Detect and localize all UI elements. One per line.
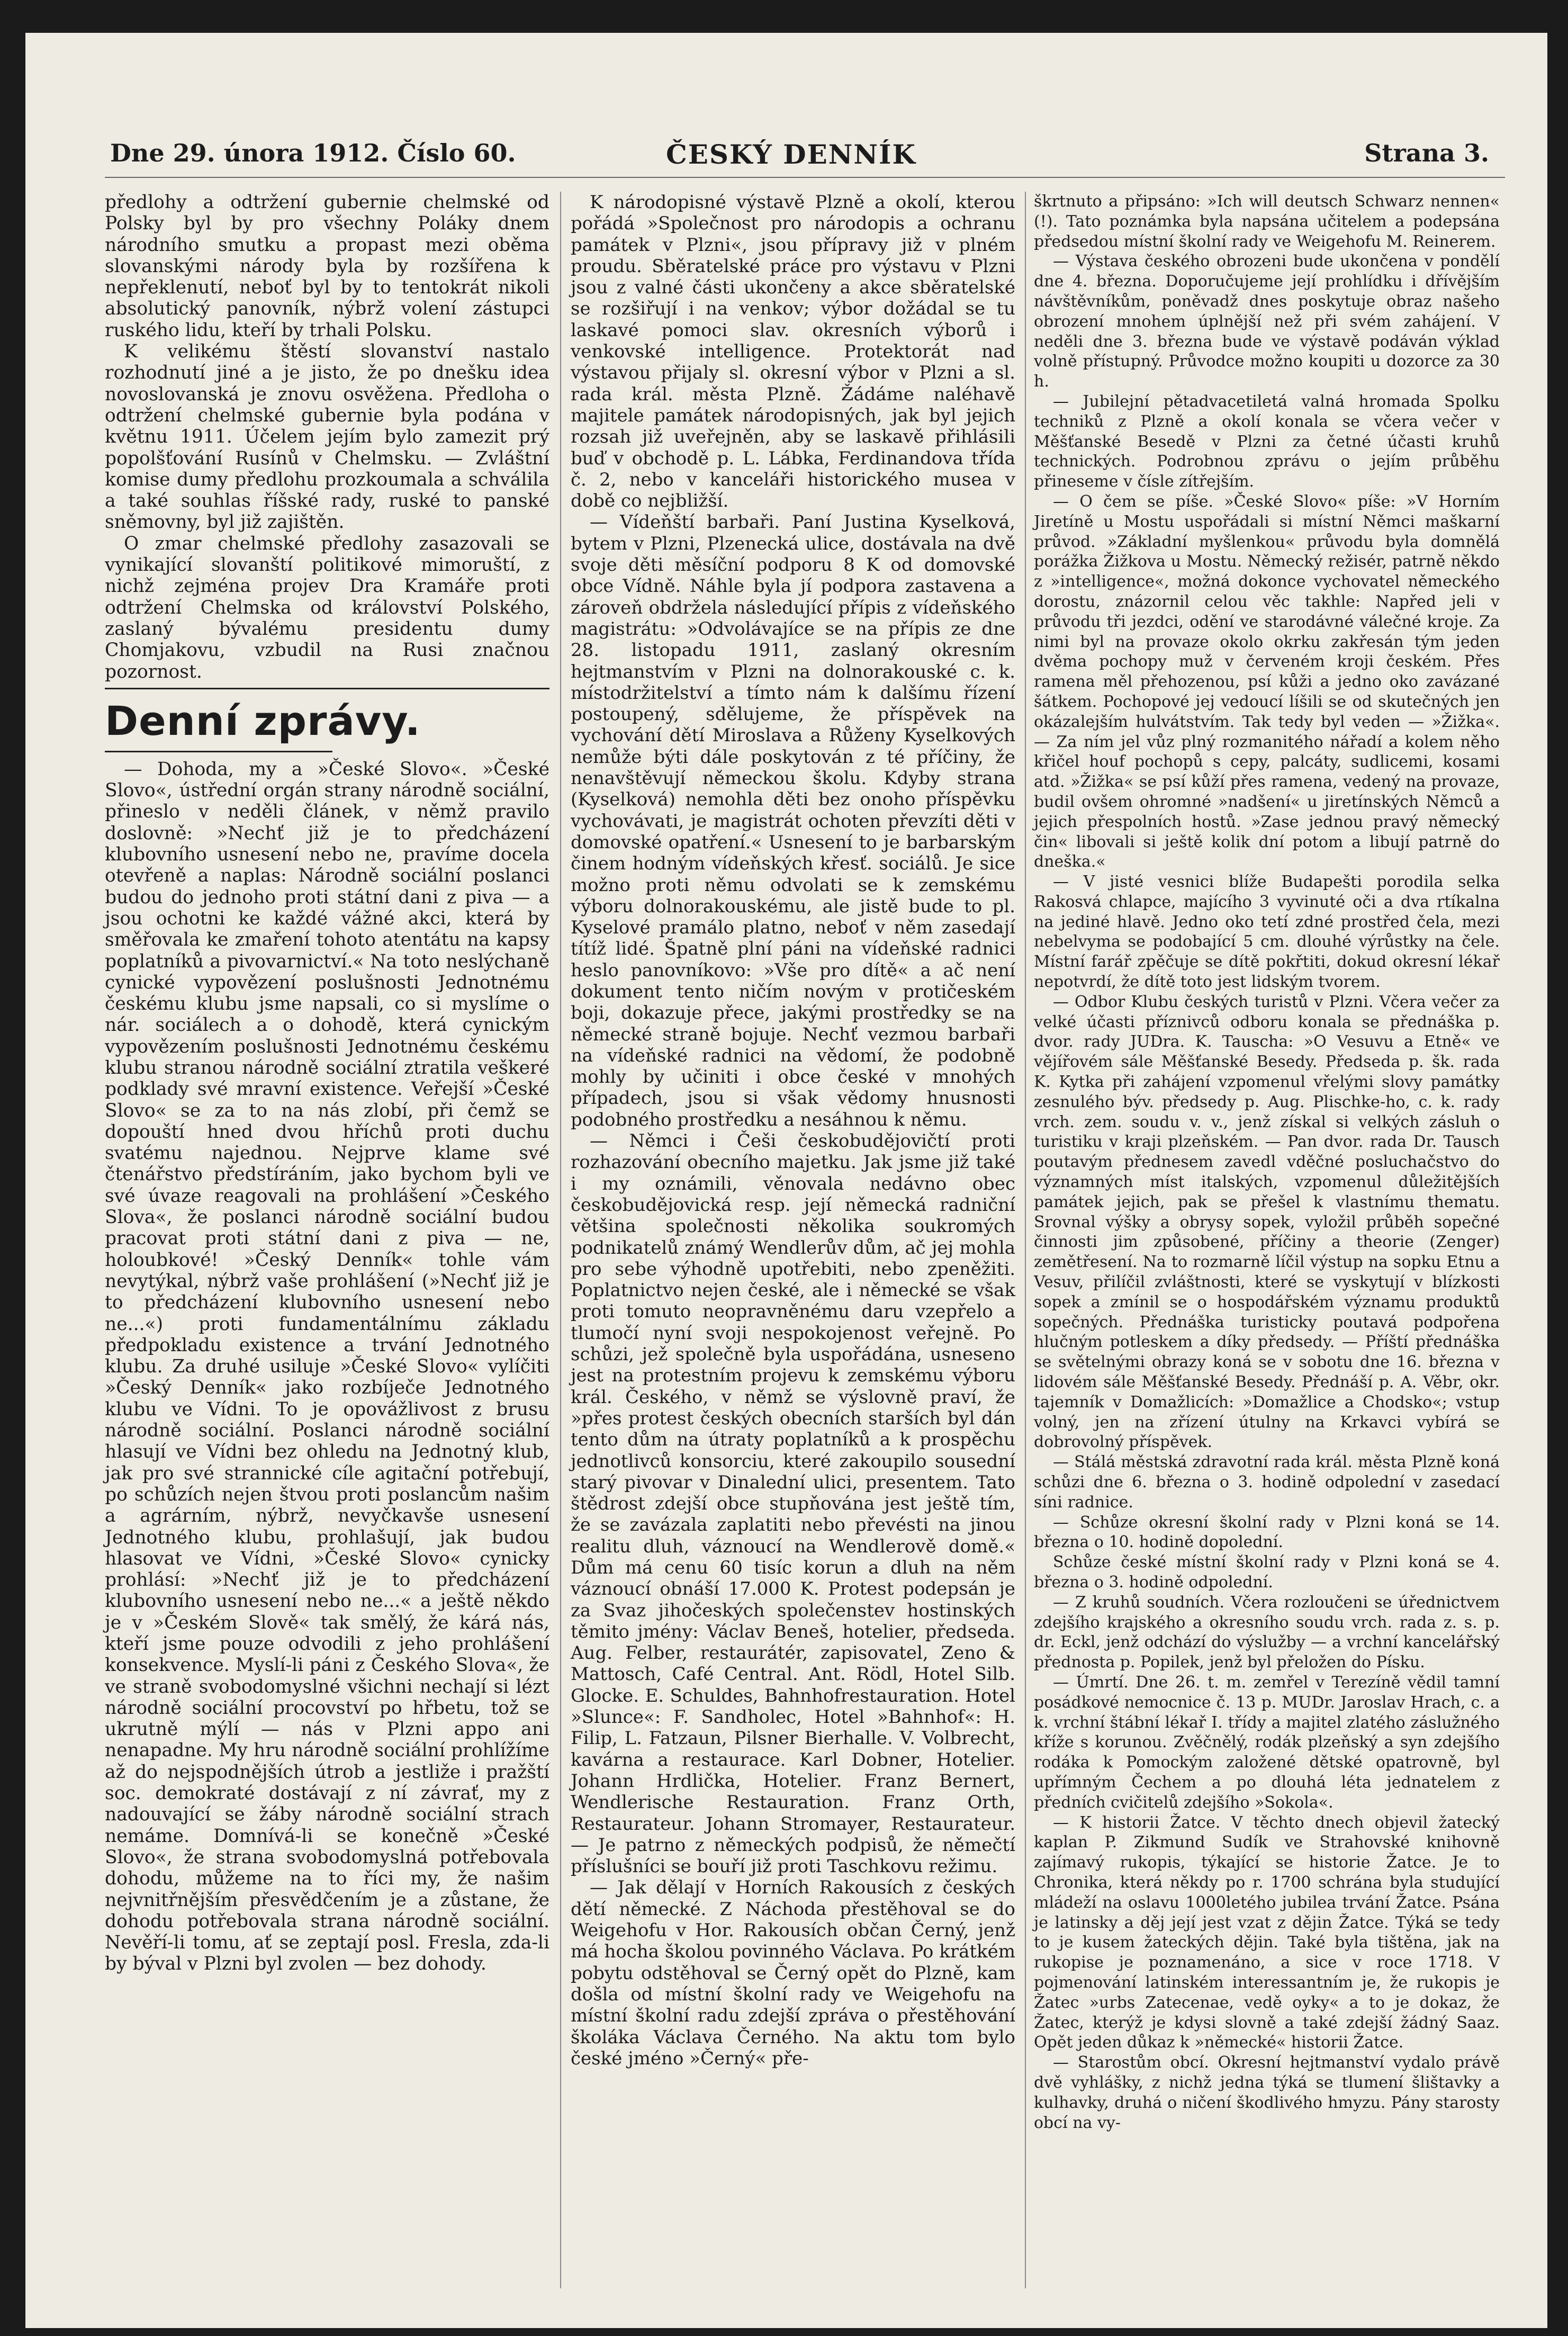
article-paragraph: K velikému štěstí slovanství nastalo rozhodnutí jiné a je jisto, že po dnešku idea novoslovanská je znovu osvěžena. Předloha o odtržení chelmské gubernie byla podána v květnu 1911. Účelem jejím bylo zamezit prý popolšťování Rusínů v Chelmsku. — Zvláštní komise dumy předlohu prozkoumala a schválila a také souhlas říšské rady, ruské to panské sněmovny, byl již zajištěn. [105,341,549,533]
news-item-historie-zatce: — K historii Žatce. V těchto dnech objevil žatecký kaplan P. Zikmund Sudík ve Strahovské knihovně zajímavý rukopis, týkající se historie Žatce. Je to Chronika, která někdy po r. 1700 schrána byla studující mládeží na oslavu 1000letého jubilea trvání Žatce. Psána je latinsky a děj její jest vzat z dějin Žatce. Týká se tedy to je kusem žateckých dějin. Také byla tištěna, jak na rukopise je poznamenáno, a sice v roce 1718. V pojmenování latinském interessantním je, že rukopis je Žatec »urbs Zatecenae, vedě oyky« a to je dokaz, že Žatec, kterýž je kdysi slovně a také zdejší žádný Saaz. Opět jeden důkaz k »německé« historii Žatce. [1034,1813,1500,2052]
newspaper-page [25,33,1547,2328]
section-title: Denní zprávy. [105,697,421,744]
newspaper-title: ČESKÝ DENNÍK [666,139,916,170]
column-1 [105,192,549,1975]
news-item-videnști-barbari: — Vídeňští barbaři. Paní Justina Kyselková, bytem v Plzni, Plzenecká ulice, dostávala na dvě svoje děti měsíční podporu 8 K od domovské obce Vídně. Náhle byla jí podpora zastavena a zároveň obdržela následující přípis z vídeňského magistrátu: »Odvolávajíce se na přípis ze dne 28. listopadu 1911, zaslaný okresním hejtmanstvím v Plzni na dolnorakouské c. k. místodržitelství a tímto nám k dalšímu řízení postoupený, sdělujeme, že příspěvek na vychování dětí Miroslava a Růženy Kyselkových nemůže býti dále poskytován z té příčiny, že nenavštěvují německou školu. Kdyby stranа (Kyselková) nemohla děti bez onoho příspěvku vychovávati, je magistrát ochoten převzíti děti v domovské opatření.« Usnesení to je barbarským činem hodným vídeňských křesť. sociálů. Je sice možno proti němu odvolati se k zemskému výboru dolnorakouskému, ale jistě bude to pl. Kyselové pramálo platno, neboť v něm zasedají títíž lidé. Špatně plní páni na vídeňské radnici heslo panovníkovo: »Vše pro dítě« a ač není dokument tento ničím novým v protičeském boji, dokazuje přece, jakými prostředky se na německé straně bojuje. Nechť vezmou barbaři na vídeňské radnici na vědomí, že podobně mohly by učiniti i obce české v mnohých případech, jsou si však vědomy hnusnosti podobného prostředku a nesáhnou k němu. [571,511,1015,1130]
news-item-dohoda: — Dohoda, my a »České Slovo«. »České Slovo«, ústřední orgán strany národně sociální, přineslo v neděli článek, v němž pravilo doslovně: »Nechť již je to předcházení klubovního usnesení nebo ne, pravíme docela otevřeně a naplas: Národně sociální poslanci budou do jednoho proti státní dani z piva — a jsou ochotni ke každé vážné akci, která by směřovala ke zmaření tohoto atentátu na kapsy poplatníků a pivovarnictví.« Na toto neslýchaně cynické vypovězení poslušnosti Jednotnému českému klubu jsme napsali, co si myslíme o nár. sociálech a o dohodě, která cynickým vypovězením poslušnosti Jednotnému českému klubu stranou národně sociální ztratila veškeré podklady své mravní existence. Veřejší »České Slovo« se za to na nás zlobí, při čemž se dopouští hned dvou hříchů proti duchu svatému najednou. Nejprve klame své čtenářstvo předstíráním, jako bychom byli ve své úvaze reagovali na prohlášení »Českého Slova«, že poslanci národně sociální budou pracovat proti státní dani z piva — ne, holoubkové! »Český Denník« tohle vám nevytýkal, nýbrž vaše prohlášení (»Nechť již je to předcházení klubovního usnesení nebo ne...«) proti fundamentálnímu základu předpokladu existence a trvání Jednotného klubu. Za druhé usiluje »České Slovo« vylíčiti »Český Denník« jako rozbíječe Jednotného klubu ve Vídni. To je opovážlivost z brusu národně sociální. Poslanci národně sociální hlasují ve Vídni bez ohledu na Jednotný klub, jak pro své strannické cíle agitační potřebují, po schůzích nejen štvou proti poslancům našim a agrárním, nýbrž, nevyčkavše usnesení Jednotného klubu, prohlašují, jak budou hlasovat ve Vídni, »České Slovo« cynicky prohlásí: »Nechť již je to předcházení klubovního usnesení nebo ne...« a ještě někdo je v »Českém Slově« tak smělý, že kárá nás, kteří jsme pouze odvodili z jeho prohlášení konsekvence. Myslí-li páni z Českého Slova«, že ve straně svobodomyslné všichni nechají si lézt národně sociální procovství po hřbetu, tož se ukrutně mýlí — nás v Plzni appo ani nenapadne. My hru národně sociální prohlížíme až do nejspodnějších útrob a jestliže i pražští soc. demokraté dostávají z ní závrať, my z nadouvající se žáby národně sociální strach nemáme. Domnívá-li se konečně »České Slovo«, že strana svobodomyslná potřebovala dohodu, můžeme na to říci my, že našim nejvnitřnějším přesvědčením je a zůstane, že dohodu potřebovala strana národně sociální. Nevěří-li tomu, ať se zeptají posl. Fresla, zda-li by býval v Plzni byl zvolen — bez dohody. [105,758,549,1975]
news-item-vystava-obrozeni: — Výstava českého obrozeni bude ukončena v pondělí dne 4. března. Doporučujeme její prohlídku i dřívějším návštěvníkům, poněvadž dnes poskytuje obraz našeho obrození mnohem úplnější než při svém zahájení. V neděli dne 3. března bude ve výstavě podáván výklad volně přístupný. Průvodce možno koupiti u dozorce za 30 h. [1034,252,1500,391]
header-rule [105,177,1505,178]
news-item-o-cem-se-pise: — O čem se píše. »České Slovo« píše: »V Horním Jiretíně u Mostu uspořádali si místní Němci maškarní průvod. »Základní myšlenkou« průvodu byla domnělá porážka Žižkova u Mostu. Německý režisér, patrně někdo z »intelligence«, možná dokonce vychovatel německého dorostu, znázornil celou věc takhle: Napřed jeli v průvodu tři jezdci, odění ve starodávné válečné kroje. Za nimi byl na provaze okolo okrku zakřesán tým jeden dvěma pochopy muž v červeném kroji českém. Přes ramena měl přehozenou, psí kůži a jedno oko zavázané šátkem. Pochopové jej vedoucí líšili se od skutečných jen okázalejším hulvátstvím. Tak tedy byl veden — »Žižka«. — Za ním jel vůz plný rozmanitého nářadí a kolem něho křičel houf pochopů s cepy, palcáty, sudlicemi, kosami atd. »Žižka« se psí kůží přes ramena, vedený na provaze, budil ovšem ohromné »nadšení« u jiretínských Němců a jejich přespolních hostů. »Zase jednou pravý německý čin« libovali si ještě kolik dní potom a libují patrně do dneška.« [1034,492,1500,871]
page-number: Strana 3. [1364,139,1489,167]
column-2 [571,192,1015,2069]
issue-date: Dne 29. února 1912. Číslo 60. [110,139,516,167]
news-item-mistni-skolni-rada: Schůze české místní školní rady v Plzni koná se 4. března o 3. hodině odpolední. [1034,1553,1500,1592]
article-paragraph: předlohy a odtržení gubernie chelmské od Polsky byl by pro všechny Poláky dnem národního smutku a propast mezi oběma slovanskými národy byla by rozšířena k nepřeklenutí, neboť byl by to tentokrát nikoli absolutický panovník, nýbrž volení zástupci ruského lidu, kteří by trhali Polsku. [105,192,549,341]
news-item-ceskobudejovicti: — Němci i Češi českobudějovičtí proti rozhazování obecního majetku. Jak jsme již také i my oznámili, věnovala nedávno obec českobudějovická resp. její německá radniční většina společnosti několika soukromých podnikatelů známý Wendlerův dům, ač jej mohla pro sebe výhodně upotřebiti, nebo zpeněžiti. Poplatnictvo nejen české, ale i německé se však proti tomuto neopravněnému daru vzepřelo a tlumočí nyní svoji nespokojenost veřejně. Po schůzi, jež společně byla uspořádána, usneseno jest na protestním projevu k zemskému výboru král. Českého, v němž se výslovně praví, že »přes protest českých obecních starších byl dán tento dům na útraty poplatníků a k prospěchu jednotlivců konsorciu, které zakoupilo sousední starý pivovar v Dinalední ulici, presentem. Tato štědrost zdejší obce stupňována jest ještě tím, že se zavázala zaplatiti nebo převésti na jinou realitu dluh, váznoucí na Wendlerově domě.« Dům má cenu 60 tisíc korun a dluh na něm váznoucí obnáší 17.000 K. Protest podepsán je za Svaz jihočeských společenstev hostinských těmito jmény: Václav Beneš, hotelier, předseda. Aug. Felber, restaurátér, zapisovatel, Zeno & Mattosch, Café Central. Ant. Rödl, Hotel Silb. Glocke. E. Schuldes, Bahnhofrestauration. Hotel »Slunce«: F. Sandholec, Hotel »Bahnhof«: H. Filip, L. Fatzaun, Pilsner Bierhalle. V. Volbrecht, kavárna a restaurace. Karl Dobner, Hotelier. Johann Hrdlička, Hotelier. Franz Bernert, Wendlerische Restauration. Franz Orth, Restaurateur. Johann Stromayer, Restaurateur. — Je patrno z německých podpisů, že němečtí příslušníci se bouří již proti Taschkovu režimu. [571,1130,1015,1877]
news-item-klub-turistu: — Odbor Klubu českých turistů v Plzni. Včera večer za velké účasti příznivců odboru konala se přednáška p. dvor. rady JUDra. K. Tauscha: »O Vesuvu a Etně« ve vějířovém sále Měšťanské Besedy. Předseda p. šk. rada K. Kytka při zahájení vzpomenul vřelými slovy památky zesnulého býv. předsedy p. Aug. Plischke-ho, c. k. rady vrch. zem. soudu v. v., jenž získal si velkých zásluh o turistiku v kraji plzeňském. — Pan dvor. rada Dr. Tausch poutavým přednesem zavedl vděčné posluchačstvo do významných míst italských, vzpomenul důležitějších památek jejich, pak se přešel k vlastnímu thematu. Srovnal výšky a obrysy sopek, vyložil průběh sopečné činnosti jim způsobené, příčiny a theorie (Zenger) zemětřesení. Na to rozmarně líčil výstup na sopku Etnu a Vesuv, přilíčil zvláštnosti, které se vyskytují v blízkosti sopek a zmínil se o hospodářském významu produktů sopečných. Přednáška turisticky poutavá podpořena hlučným potleskem a díky předsedy. — Příští přednáška se světelnými obrazy koná se v sobotu dne 16. března v lidovém sále Měšťanské Besedy. Přednáší p. A. Věbr, okr. tajemník v Domažlicích: »Domažlice a Chodsko«; vstup volný, jen na zřízení útulny na Krkavci vybírá se dobrovolný příspěvek. [1034,992,1500,1452]
column-3 [1034,192,1500,2133]
column-divider-1 [560,192,561,2288]
news-item-starostum-obci: — Starostům obcí. Okresní hejtmanství vydalo právě dvě vyhlášky, z nichž jedna týká se tlumení šlištavky a kulhavky, druhá o ničení škodlivého hmyzu. Pány starosty obcí na vy- [1034,2053,1500,2132]
column-divider-2 [1025,192,1026,2288]
news-item-okresni-skolni-rada: — Schůze okresní školní rady v Plzni koná se 14. března o 10. hodině dopolední. [1034,1513,1500,1552]
news-item-kruhy-soudni: — Z kruhů soudních. Včera rozloučeni se úřednictvem zdejšího krajského a okresního soudu vrch. rada z. s. p. dr. Eckl, jenž odchází do výslužby — a vrchní kancelářský přednosta p. Popilek, jenž byl přeložen do Písku. [1034,1593,1500,1672]
section-rule [105,688,549,689]
masthead [25,139,1547,176]
article-continuation: škrtnuto a připsáno: »Ich will deutsch Schwarz nennen« (!). Tato poznámka byla napsána učitelem a podepsána předsedou místní školní rady ve Weigehofu M. Reinerem. [1034,192,1500,251]
news-item-horni-rakousy: — Jak dělají v Horních Rakousích z českých dětí německé. Z Náchoda přestěhoval se do Weigehofu v Hor. Rakousích občan Černý, jenž má hocha školou povinného Václava. Po krátkém pobytu odstěhoval se Černý opět do Plzně, kam došla od místní školní rady ve Weigehofu na místní školní radu zdejší zpráva o přestěhování školáka Václava Černého. Na aktu tom bylo české jméno »Černý« pře- [571,1877,1015,2069]
news-item-narodopisna-vystava: K národopisné výstavě Plzně a okolí, kterou pořádá »Společnost pro národopis a ochranu památek v Plzni«, jsou přípravy již v plném proudu. Sběratelské práce pro výstavu v Plzni jsou z valné části ukončeny a akce sběratelské se rozšiřují i na venkov; výbor dožádal se tu laskavé pomoci slav. okresních výborů i venkovské intelligence. Protektorát nad výstavou přijaly sl. okresní výbor v Plzni a sl. rada král. města Plzně. Žádáme naléhavě majitele památek národopisných, jak byl jejich rozsah již uveřejněn, aby se laskavě přihlásili buď v obchodě p. L. Lábka, Ferdinandova třída č. 2, nebo v kanceláři historického musea v době co nejbližší. [571,192,1015,512]
news-item-zdravotni-rada: — Stálá městská zdravotní rada král. města Plzně koná schůzi dne 6. března o 3. hodině odpolední v zasedací síni radnice. [1034,1453,1500,1512]
section-title-underline [105,751,332,752]
article-paragraph: O zmar chelmské předlohy zasazovali se vynikající slovanští politikové mimoruští, z nichž zejména projev Dra Kramáře proti odtržení Chelmska od království Polského, zaslaný bývalému presidentu dumy Chomjakovu, vzbudil na Rusi značnou pozornost. [105,533,549,682]
news-item-umrti: — Úmrtí. Dne 26. t. m. zemřel v Terezíně vědil tamní posádkové nemocnice č. 13 p. MUDr. Jaroslav Hrach, c. a k. vrchní štábní lékař I. třídy a majitel zlatého záslužného kříže s korunou. Zvěčnělý, rodák plzeňský a syn zdejšího rodáka k Pomockým založené dětské opatrovně, byl upřímným Čechem a po dlouhá léta jednatelem z předních cvičitelů zdejšího »Sokola«. [1034,1673,1500,1812]
news-item-spolek-techniku: — Jubilejní pětadvacetiletá valná hromada Spolku techniků z Plzně a okolí konala se včera večer v Měšťanské Besedě v Plzni za četné účasti kruhů technických. Podrobnou zprávu o jejím průběhu přineseme v čísle zítřejším. [1034,392,1500,491]
news-item-budapest: — V jisté vesnici blíže Budapešti porodila selka Rakosvá chlapce, majícího 3 vyvinuté oči a dva rtíkalna na jediné hlavě. Jedno oko tetí zdné prostřed čela, mezi nebelvyma se podobající 5 cm. dlouhé výrůstky na čele. Místní farář zpěčuje se dítě pokřtiti, dokud okresní lékař nepotvrdí, že dítě toto jest lidským tvorem. [1034,873,1500,992]
